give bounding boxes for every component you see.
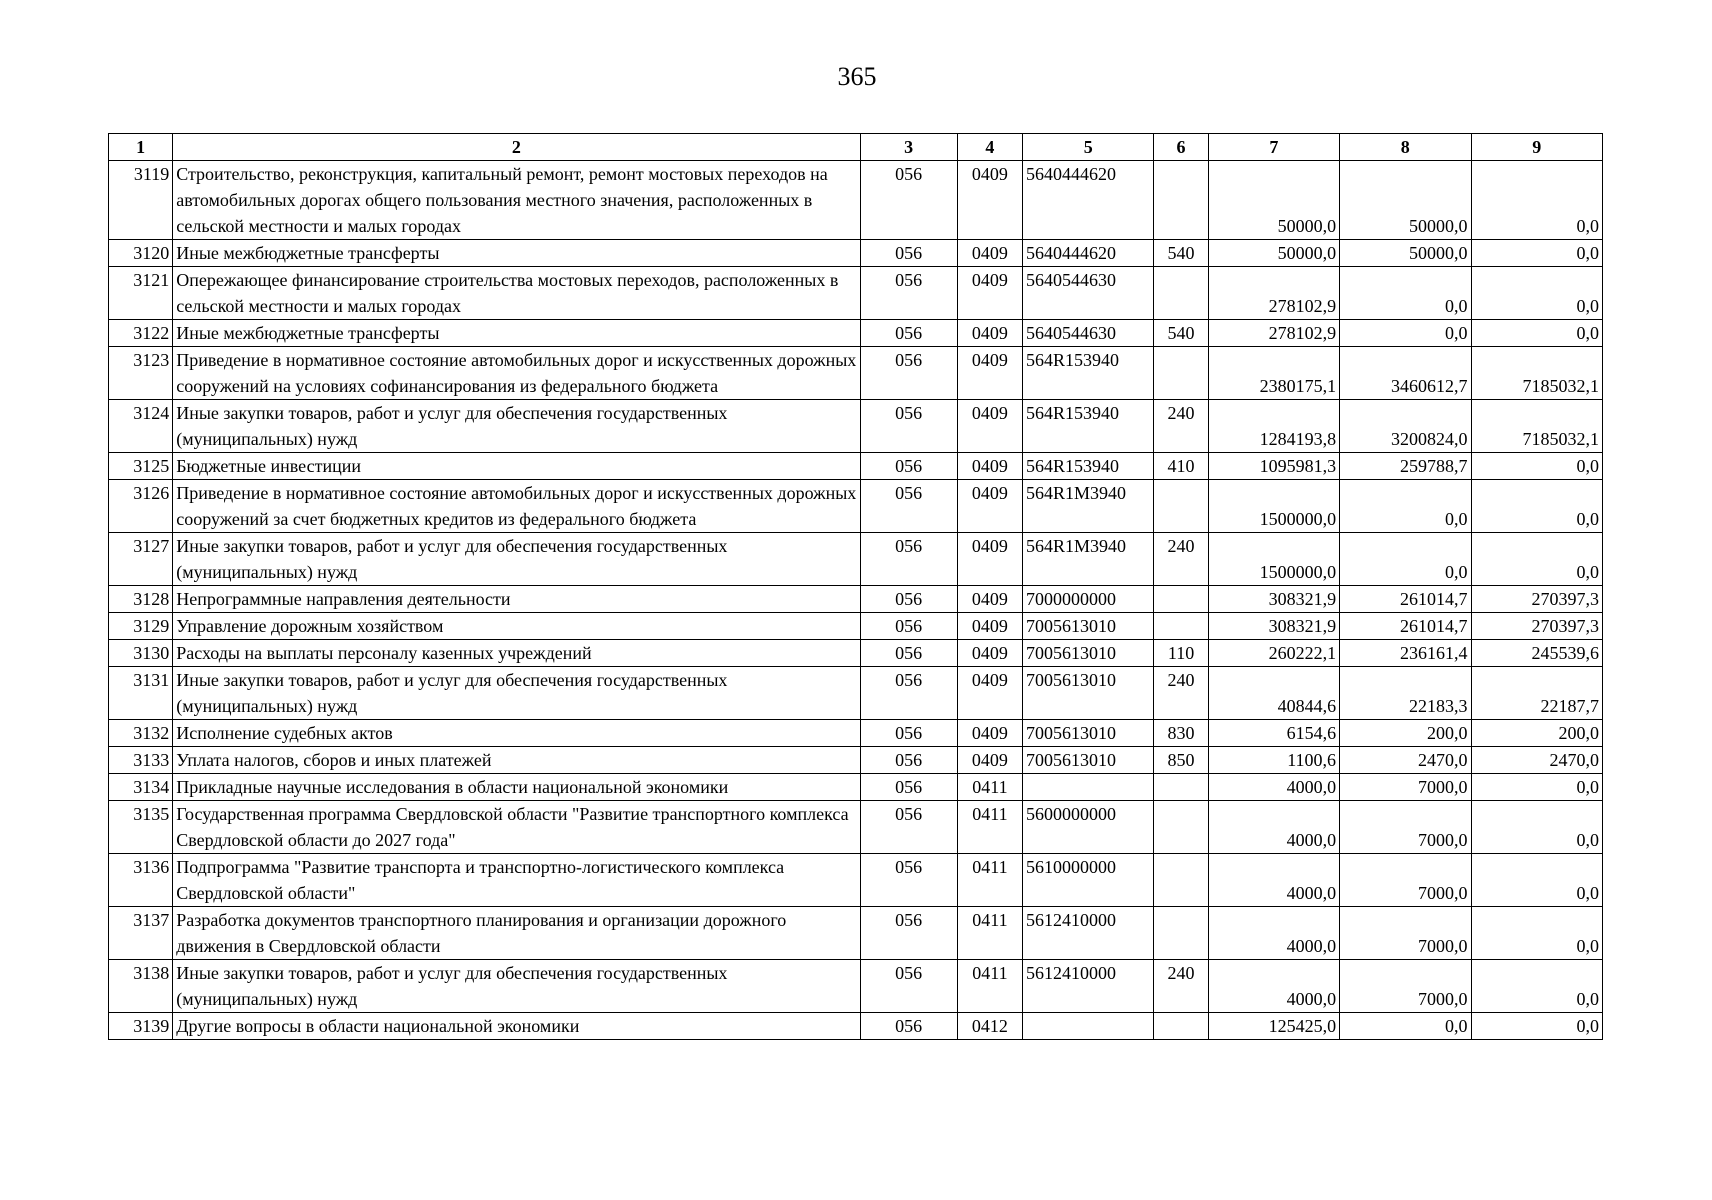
row-number: 3134: [109, 774, 173, 801]
amount-col-7: 4000,0: [1208, 960, 1339, 1013]
table-row: [109, 267, 1603, 320]
expense-name: Исполнение судебных актов: [173, 720, 860, 747]
amount-col-7: 4000,0: [1208, 774, 1339, 801]
amount-col-7: 6154,6: [1208, 720, 1339, 747]
amount-col-8: 22183,3: [1340, 667, 1471, 720]
amount-col-9: 0,0: [1471, 533, 1603, 586]
amount-col-7: 4000,0: [1208, 854, 1339, 907]
ministry-code: 056: [860, 161, 957, 240]
section-code: 0409: [957, 747, 1022, 774]
amount-col-7: 2380175,1: [1208, 347, 1339, 400]
target-article-code: [1023, 774, 1154, 801]
target-article-code: 5640444620: [1023, 161, 1154, 240]
table-row: [109, 1013, 1603, 1040]
amount-col-9: 0,0: [1471, 480, 1603, 533]
ministry-code: 056: [860, 347, 957, 400]
amount-col-9: 0,0: [1471, 240, 1603, 267]
amount-col-7: 1100,6: [1208, 747, 1339, 774]
amount-col-8: 261014,7: [1340, 613, 1471, 640]
expense-name: Расходы на выплаты персоналу казенных учреждений: [173, 640, 860, 667]
row-number: 3119: [109, 161, 173, 240]
amount-col-9: 7185032,1: [1471, 400, 1603, 453]
amount-col-9: 0,0: [1471, 960, 1603, 1013]
expense-name: Иные межбюджетные трансферты: [173, 320, 860, 347]
section-code: 0411: [957, 801, 1022, 854]
expense-name: Непрограммные направления деятельности: [173, 586, 860, 613]
amount-col-9: 0,0: [1471, 453, 1603, 480]
table-row: [109, 347, 1603, 400]
column-header-2: 2: [173, 134, 860, 161]
section-code: 0409: [957, 347, 1022, 400]
expense-type-code: 540: [1154, 320, 1208, 347]
expense-name: Государственная программа Свердловской области "Развитие транспортного комплекса Свердловской области до 2027 года": [173, 801, 860, 854]
ministry-code: 056: [860, 667, 957, 720]
target-article-code: 5612410000: [1023, 907, 1154, 960]
expense-name: Иные закупки товаров, работ и услуг для обеспечения государственных (муниципальных) нужд: [173, 400, 860, 453]
table-row: [109, 400, 1603, 453]
row-number: 3125: [109, 453, 173, 480]
section-code: 0409: [957, 240, 1022, 267]
target-article-code: 564R153940: [1023, 400, 1154, 453]
amount-col-8: 7000,0: [1340, 774, 1471, 801]
page-number-text: 365: [837, 62, 877, 91]
expense-name: Приведение в нормативное состояние автомобильных дорог и искусственных дорожных сооружений за счет бюджетных кредитов из федерального бюджета: [173, 480, 860, 533]
section-code: 0409: [957, 533, 1022, 586]
amount-col-8: 3200824,0: [1340, 400, 1471, 453]
expense-type-code: 540: [1154, 240, 1208, 267]
row-number: 3126: [109, 480, 173, 533]
amount-col-9: 0,0: [1471, 1013, 1603, 1040]
amount-col-7: 1284193,8: [1208, 400, 1339, 453]
table-body: [109, 161, 1603, 1040]
amount-col-8: 50000,0: [1340, 161, 1471, 240]
table-row: [109, 747, 1603, 774]
expense-type-code: 240: [1154, 667, 1208, 720]
target-article-code: 7005613010: [1023, 613, 1154, 640]
target-article-code: 7005613010: [1023, 640, 1154, 667]
amount-col-9: 0,0: [1471, 774, 1603, 801]
amount-col-8: 0,0: [1340, 320, 1471, 347]
ministry-code: 056: [860, 854, 957, 907]
ministry-code: 056: [860, 907, 957, 960]
section-code: 0409: [957, 161, 1022, 240]
expense-type-code: [1154, 480, 1208, 533]
expense-name: Подпрограмма "Развитие транспорта и транспортно-логистического комплекса Свердловской области": [173, 854, 860, 907]
row-number: 3123: [109, 347, 173, 400]
target-article-code: 564R153940: [1023, 453, 1154, 480]
amount-col-8: 200,0: [1340, 720, 1471, 747]
ministry-code: 056: [860, 533, 957, 586]
table-row: [109, 161, 1603, 240]
target-article-code: 7000000000: [1023, 586, 1154, 613]
amount-col-8: 0,0: [1340, 1013, 1471, 1040]
row-number: 3131: [109, 667, 173, 720]
row-number: 3136: [109, 854, 173, 907]
amount-col-9: 270397,3: [1471, 613, 1603, 640]
table-row: [109, 907, 1603, 960]
ministry-code: 056: [860, 960, 957, 1013]
row-number: 3124: [109, 400, 173, 453]
target-article-code: 5610000000: [1023, 854, 1154, 907]
target-article-code: 5612410000: [1023, 960, 1154, 1013]
column-header-4: 4: [957, 134, 1022, 161]
expense-type-code: [1154, 161, 1208, 240]
table-row: [109, 480, 1603, 533]
ministry-code: 056: [860, 613, 957, 640]
amount-col-7: 4000,0: [1208, 907, 1339, 960]
amount-col-9: 0,0: [1471, 854, 1603, 907]
ministry-code: 056: [860, 1013, 957, 1040]
target-article-code: 564R1M3940: [1023, 480, 1154, 533]
amount-col-9: 270397,3: [1471, 586, 1603, 613]
table-row: [109, 774, 1603, 801]
table-row: [109, 533, 1603, 586]
amount-col-7: 125425,0: [1208, 1013, 1339, 1040]
row-number: 3127: [109, 533, 173, 586]
expense-type-code: 240: [1154, 400, 1208, 453]
amount-col-9: 7185032,1: [1471, 347, 1603, 400]
expense-type-code: 410: [1154, 453, 1208, 480]
section-code: 0411: [957, 774, 1022, 801]
header-row: [109, 134, 1603, 161]
amount-col-9: 0,0: [1471, 320, 1603, 347]
target-article-code: [1023, 1013, 1154, 1040]
row-number: 3137: [109, 907, 173, 960]
section-code: 0412: [957, 1013, 1022, 1040]
expense-type-code: 830: [1154, 720, 1208, 747]
table-row: [109, 240, 1603, 267]
row-number: 3122: [109, 320, 173, 347]
amount-col-8: 0,0: [1340, 533, 1471, 586]
row-number: 3135: [109, 801, 173, 854]
amount-col-7: 260222,1: [1208, 640, 1339, 667]
expense-type-code: [1154, 907, 1208, 960]
ministry-code: 056: [860, 774, 957, 801]
expense-name: Разработка документов транспортного планирования и организации дорожного движения в Свердловской области: [173, 907, 860, 960]
section-code: 0409: [957, 320, 1022, 347]
row-number: 3130: [109, 640, 173, 667]
expense-name: Уплата налогов, сборов и иных платежей: [173, 747, 860, 774]
section-code: 0409: [957, 267, 1022, 320]
ministry-code: 056: [860, 586, 957, 613]
ministry-code: 056: [860, 801, 957, 854]
table-row: [109, 453, 1603, 480]
expense-name: Другие вопросы в области национальной экономики: [173, 1013, 860, 1040]
amount-col-9: 2470,0: [1471, 747, 1603, 774]
target-article-code: 5640444620: [1023, 240, 1154, 267]
amount-col-8: 3460612,7: [1340, 347, 1471, 400]
amount-col-7: 278102,9: [1208, 320, 1339, 347]
row-number: 3129: [109, 613, 173, 640]
expense-type-code: 240: [1154, 533, 1208, 586]
ministry-code: 056: [860, 640, 957, 667]
expense-name: Иные закупки товаров, работ и услуг для обеспечения государственных (муниципальных) нужд: [173, 960, 860, 1013]
row-number: 3139: [109, 1013, 173, 1040]
section-code: 0409: [957, 480, 1022, 533]
amount-col-7: 308321,9: [1208, 613, 1339, 640]
section-code: 0411: [957, 854, 1022, 907]
section-code: 0409: [957, 453, 1022, 480]
row-number: 3121: [109, 267, 173, 320]
amount-col-9: 22187,7: [1471, 667, 1603, 720]
expense-type-code: [1154, 854, 1208, 907]
amount-col-8: 236161,4: [1340, 640, 1471, 667]
amount-col-7: 308321,9: [1208, 586, 1339, 613]
expense-name: Приведение в нормативное состояние автомобильных дорог и искусственных дорожных сооружений на условиях софинансирования из федерального бюджета: [173, 347, 860, 400]
expense-name: Прикладные научные исследования в области национальной экономики: [173, 774, 860, 801]
table-row: [109, 720, 1603, 747]
section-code: 0411: [957, 960, 1022, 1013]
expense-type-code: 240: [1154, 960, 1208, 1013]
column-header-3: 3: [860, 134, 957, 161]
section-code: 0409: [957, 613, 1022, 640]
amount-col-7: 1500000,0: [1208, 480, 1339, 533]
column-header-8: 8: [1340, 134, 1471, 161]
row-number: 3120: [109, 240, 173, 267]
table-row: [109, 801, 1603, 854]
amount-col-9: 245539,6: [1471, 640, 1603, 667]
expense-name: Управление дорожным хозяйством: [173, 613, 860, 640]
amount-col-9: 0,0: [1471, 907, 1603, 960]
expense-type-code: [1154, 774, 1208, 801]
expense-type-code: [1154, 586, 1208, 613]
table-row: [109, 586, 1603, 613]
expense-name: Строительство, реконструкция, капитальный ремонт, ремонт мостовых переходов на автомобильных дорогах общего пользования местного значения, расположенных в сельской местности и малых городах: [173, 161, 860, 240]
table-row: [109, 667, 1603, 720]
section-code: 0409: [957, 640, 1022, 667]
expense-name: Опережающее финансирование строительства мостовых переходов, расположенных в сельской местности и малых городах: [173, 267, 860, 320]
ministry-code: 056: [860, 720, 957, 747]
column-header-5: 5: [1023, 134, 1154, 161]
ministry-code: 056: [860, 747, 957, 774]
amount-col-7: 50000,0: [1208, 240, 1339, 267]
amount-col-8: 2470,0: [1340, 747, 1471, 774]
column-header-7: 7: [1208, 134, 1339, 161]
expense-type-code: [1154, 347, 1208, 400]
target-article-code: 564R153940: [1023, 347, 1154, 400]
column-header-1: 1: [109, 134, 173, 161]
amount-col-7: 278102,9: [1208, 267, 1339, 320]
amount-col-8: 259788,7: [1340, 453, 1471, 480]
target-article-code: 7005613010: [1023, 747, 1154, 774]
amount-col-9: 0,0: [1471, 801, 1603, 854]
expense-type-code: [1154, 613, 1208, 640]
amount-col-8: 0,0: [1340, 480, 1471, 533]
table-row: [109, 854, 1603, 907]
amount-col-8: 261014,7: [1340, 586, 1471, 613]
amount-col-8: 7000,0: [1340, 801, 1471, 854]
amount-col-7: 40844,6: [1208, 667, 1339, 720]
amount-col-9: 200,0: [1471, 720, 1603, 747]
target-article-code: 7005613010: [1023, 720, 1154, 747]
section-code: 0411: [957, 907, 1022, 960]
table-row: [109, 960, 1603, 1013]
ministry-code: 056: [860, 320, 957, 347]
ministry-code: 056: [860, 240, 957, 267]
expense-type-code: [1154, 801, 1208, 854]
amount-col-7: 1095981,3: [1208, 453, 1339, 480]
section-code: 0409: [957, 667, 1022, 720]
section-code: 0409: [957, 586, 1022, 613]
row-number: 3132: [109, 720, 173, 747]
page-number: [0, 62, 1712, 92]
amount-col-8: 0,0: [1340, 267, 1471, 320]
amount-col-8: 7000,0: [1340, 907, 1471, 960]
table-row: [109, 640, 1603, 667]
expense-name: Иные межбюджетные трансферты: [173, 240, 860, 267]
budget-table: [108, 133, 1603, 1040]
column-header-6: 6: [1154, 134, 1208, 161]
expense-type-code: 110: [1154, 640, 1208, 667]
target-article-code: 5640544630: [1023, 267, 1154, 320]
expense-name: Бюджетные инвестиции: [173, 453, 860, 480]
table-row: [109, 320, 1603, 347]
amount-col-8: 50000,0: [1340, 240, 1471, 267]
section-code: 0409: [957, 720, 1022, 747]
target-article-code: 7005613010: [1023, 667, 1154, 720]
row-number: 3133: [109, 747, 173, 774]
expense-name: Иные закупки товаров, работ и услуг для обеспечения государственных (муниципальных) нужд: [173, 533, 860, 586]
row-number: 3128: [109, 586, 173, 613]
amount-col-8: 7000,0: [1340, 854, 1471, 907]
row-number: 3138: [109, 960, 173, 1013]
column-header-9: 9: [1471, 134, 1603, 161]
target-article-code: 5600000000: [1023, 801, 1154, 854]
target-article-code: 5640544630: [1023, 320, 1154, 347]
amount-col-9: 0,0: [1471, 161, 1603, 240]
expense-type-code: [1154, 1013, 1208, 1040]
expense-type-code: 850: [1154, 747, 1208, 774]
table-row: [109, 613, 1603, 640]
ministry-code: 056: [860, 480, 957, 533]
amount-col-8: 7000,0: [1340, 960, 1471, 1013]
amount-col-7: 50000,0: [1208, 161, 1339, 240]
target-article-code: 564R1M3940: [1023, 533, 1154, 586]
amount-col-7: 1500000,0: [1208, 533, 1339, 586]
section-code: 0409: [957, 400, 1022, 453]
ministry-code: 056: [860, 400, 957, 453]
amount-col-9: 0,0: [1471, 267, 1603, 320]
expense-type-code: [1154, 267, 1208, 320]
amount-col-7: 4000,0: [1208, 801, 1339, 854]
ministry-code: 056: [860, 453, 957, 480]
ministry-code: 056: [860, 267, 957, 320]
expense-name: Иные закупки товаров, работ и услуг для обеспечения государственных (муниципальных) нужд: [173, 667, 860, 720]
